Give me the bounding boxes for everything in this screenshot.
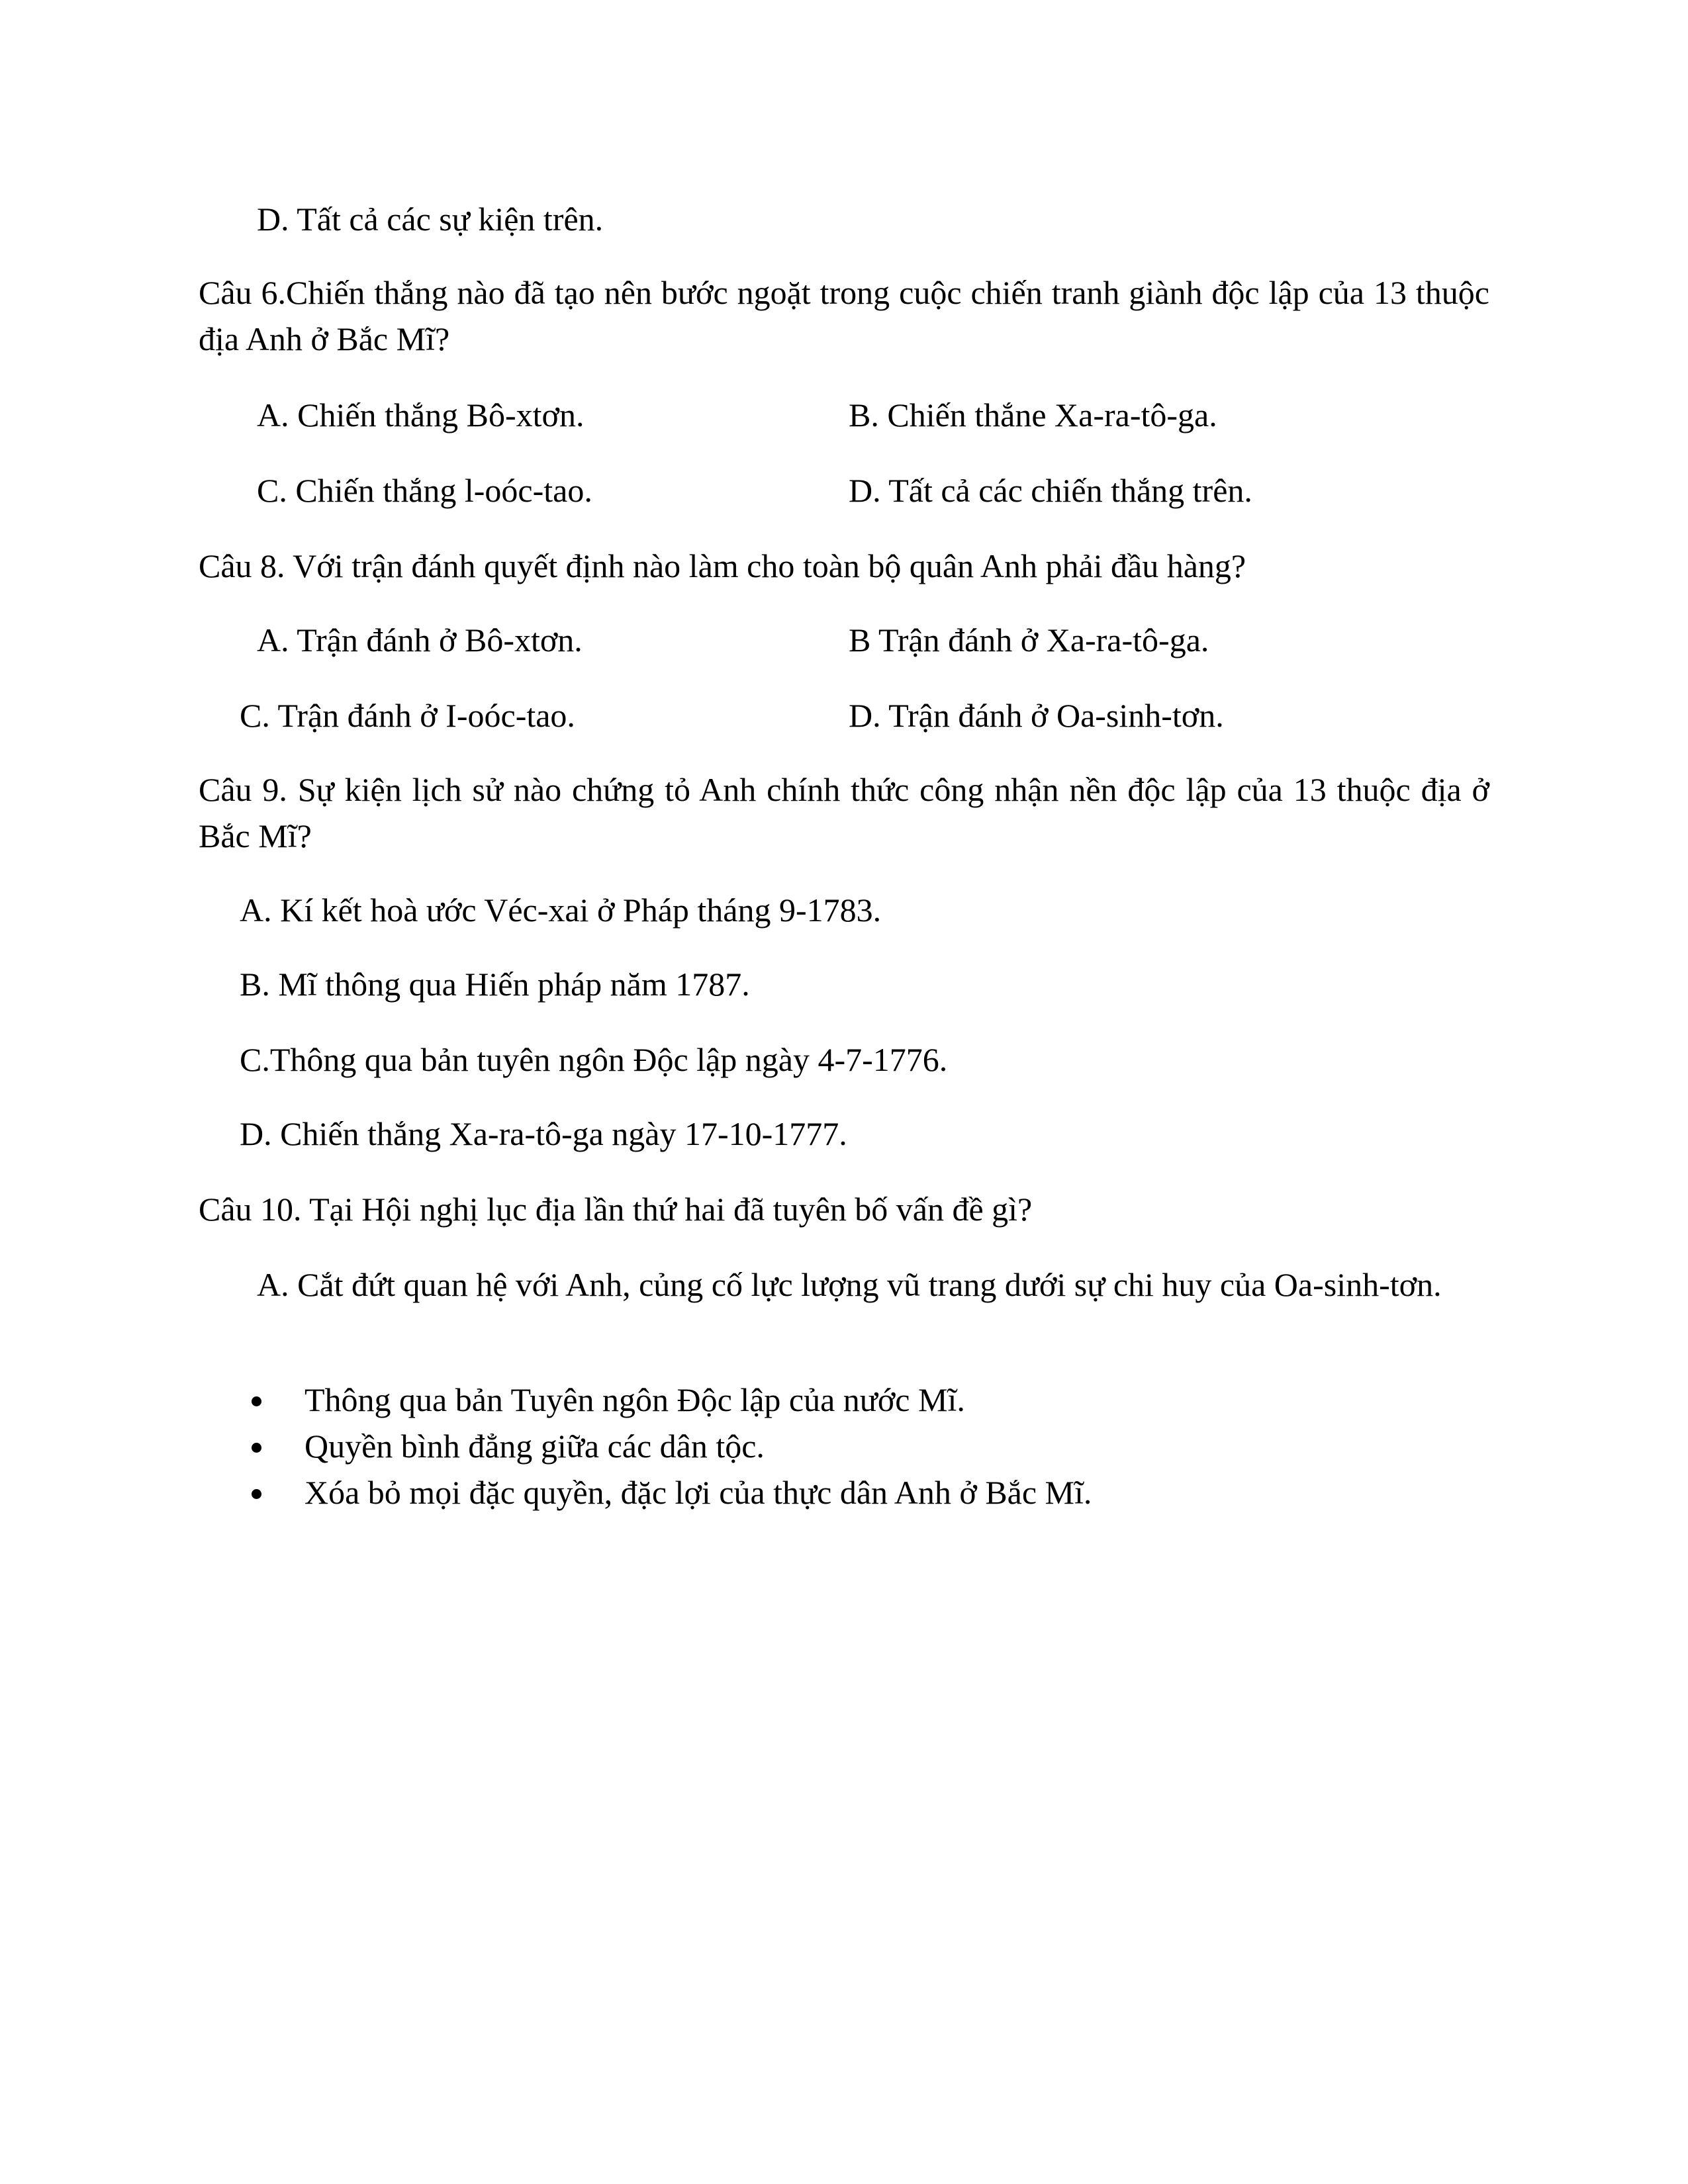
q8-option-a: A. Trận đánh ở Bô-xtơn. xyxy=(257,621,583,659)
q8-question: Câu 8. Với trận đánh quyết định nào làm cho toàn bộ quân Anh phải đầu hàng? xyxy=(199,547,1246,584)
q8-option-c: C. Trận đánh ở I-oóc-tao. xyxy=(240,697,575,734)
q6-option-b: B. Chiến thắne Xa-ra-tô-ga. xyxy=(849,396,1217,433)
bullet-icon xyxy=(252,1396,261,1406)
q6-option-c: C. Chiến thắng l-oóc-tao. xyxy=(257,472,592,509)
q6-option-d: D. Tất cả các chiến thắng trên. xyxy=(849,472,1252,509)
q9-option-c: C.Thông qua bản tuyên ngôn Độc lập ngày 4-7-1776. xyxy=(240,1041,948,1078)
bullet-icon xyxy=(252,1443,261,1453)
q9-option-b: B. Mĩ thông qua Hiến pháp năm 1787. xyxy=(240,966,750,1003)
list-item xyxy=(252,1423,1092,1469)
list-item-text: Quyền bình đẳng giữa các dân tộc. xyxy=(305,1428,765,1465)
q10-option-a: A. Cắt đứt quan hệ với Anh, củng cố lực lượng vũ trang dưới sự chi huy của Oa-sinh-tơn. xyxy=(257,1266,1442,1303)
q9-option-d: D. Chiến thắng Xa-ra-tô-ga ngày 17-10-1777. xyxy=(240,1115,847,1152)
q5-option-d: D. Tất cả các sự kiện trên. xyxy=(257,201,604,238)
q8-option-b: B Trận đánh ở Xa-ra-tô-ga. xyxy=(849,621,1209,659)
q8-option-d: D. Trận đánh ở Oa-sinh-tơn. xyxy=(849,697,1224,734)
list-item xyxy=(252,1469,1092,1516)
q10-bullet-list xyxy=(252,1377,1092,1516)
list-item xyxy=(252,1377,1092,1423)
bullet-icon xyxy=(252,1489,261,1499)
q6-option-a: A. Chiến thắng Bô-xtơn. xyxy=(257,396,585,433)
q6-question: Câu 6.Chiến thắng nào đã tạo nên bước ngoặt trong cuộc chiến tranh giành độc lập của 13 thuộc địa Anh ở Bắc Mĩ? xyxy=(199,274,1489,357)
q9-option-a: A. Kí kết hoà ước Véc-xai ở Pháp tháng 9-1783. xyxy=(240,891,882,929)
q9-question: Câu 9. Sự kiện lịch sử nào chứng tỏ Anh chính thức công nhận nền độc lập của 13 thuộc địa ở Bắc Mĩ? xyxy=(199,771,1489,854)
list-item-text: Thông qua bản Tuyên ngôn Độc lập của nước Mĩ. xyxy=(305,1381,965,1418)
q10-question: Câu 10. Tại Hội nghị lục địa lần thứ hai đã tuyên bố vấn đề gì? xyxy=(199,1191,1033,1228)
list-item-text: Xóa bỏ mọi đặc quyền, đặc lợi của thực dân Anh ở Bắc Mĩ. xyxy=(305,1474,1092,1511)
